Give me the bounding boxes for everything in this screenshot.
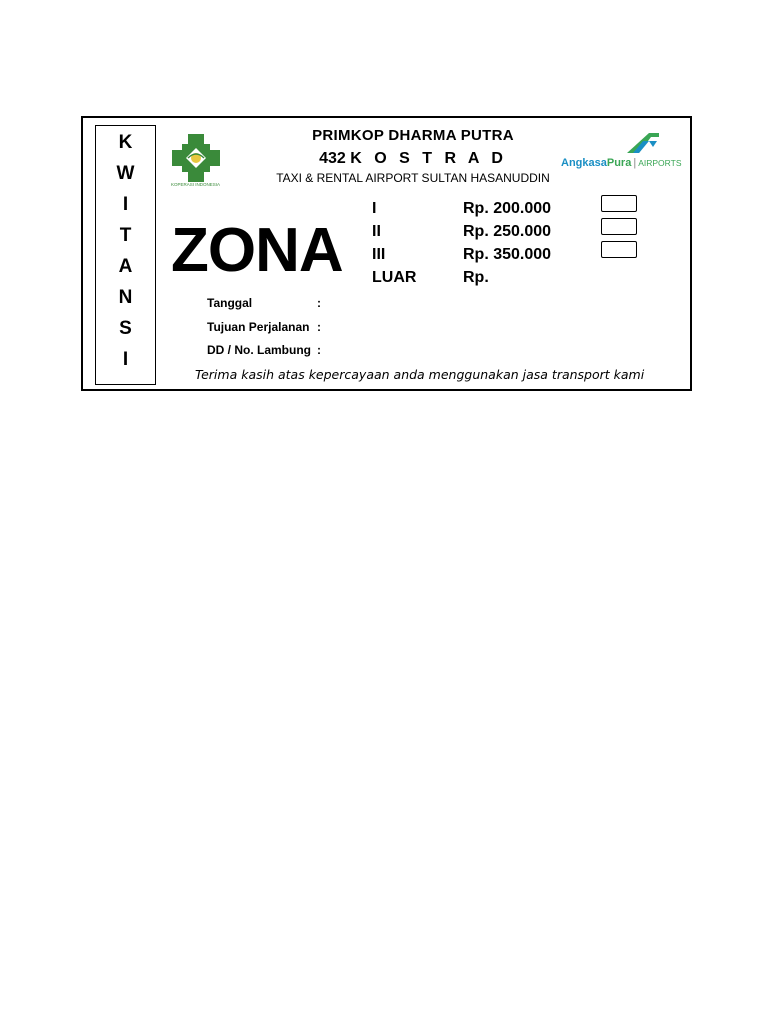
zone-name: III: [372, 246, 386, 263]
angkasa-pura-wordmark: [561, 157, 681, 169]
field-label: DD / No. Lambung: [207, 343, 311, 357]
title-letter: T: [119, 225, 132, 246]
service-subtitle: TAXI & RENTAL AIRPORT SULTAN HASANUDDIN: [276, 171, 550, 185]
organization-name: PRIMKOP DHARMA PUTRA: [312, 127, 514, 144]
field-colon: :: [317, 319, 321, 334]
zone-price: Rp. 200.000: [463, 200, 552, 217]
wordmark-airports: AIRPORTS: [638, 158, 682, 168]
koperasi-logo-caption: KOPERASI INDONESIA: [171, 182, 221, 187]
field-label: Tujuan Perjalanan: [207, 319, 310, 334]
zone-price: Rp. 250.000: [463, 223, 552, 240]
zone-name: LUAR: [372, 269, 417, 286]
zone-price: Rp. 350.000: [463, 246, 552, 263]
wordmark-angkasa: Angkasa: [561, 157, 607, 169]
unit-number: 432: [319, 150, 346, 167]
wordmark-pura: Pura: [606, 157, 632, 169]
field-colon: :: [317, 343, 321, 357]
zone-checkbox[interactable]: [601, 195, 637, 212]
title-letter: W: [116, 163, 135, 184]
title-letter: I: [122, 194, 129, 215]
zone-checkbox[interactable]: [601, 218, 637, 235]
field-colon: :: [317, 296, 321, 310]
angkasa-pura-mark-icon: [623, 133, 659, 155]
receipt-card: [81, 116, 692, 391]
zone-checkbox[interactable]: [601, 241, 637, 258]
title-letter: A: [118, 256, 133, 277]
zona-heading: ZONA: [171, 216, 343, 285]
zone-name: II: [372, 223, 381, 240]
title-letter: I: [122, 349, 129, 370]
wordmark-separator: |: [633, 157, 637, 169]
title-letter: S: [119, 318, 132, 339]
kwitansi-vertical-title: [95, 125, 156, 385]
unit-kostrad: K O S T R A D: [350, 150, 507, 167]
unit-name: [253, 150, 573, 168]
angkasa-pura-logo: [561, 133, 691, 175]
title-letter: N: [118, 287, 133, 308]
field-label: Tanggal: [207, 296, 253, 310]
zone-name: I: [372, 200, 377, 217]
zone-price: Rp.: [463, 269, 489, 286]
thank-you-note: Terima kasih atas kepercayaan anda menggunakan jasa transport kami: [195, 367, 645, 382]
title-letter: K: [118, 132, 133, 153]
